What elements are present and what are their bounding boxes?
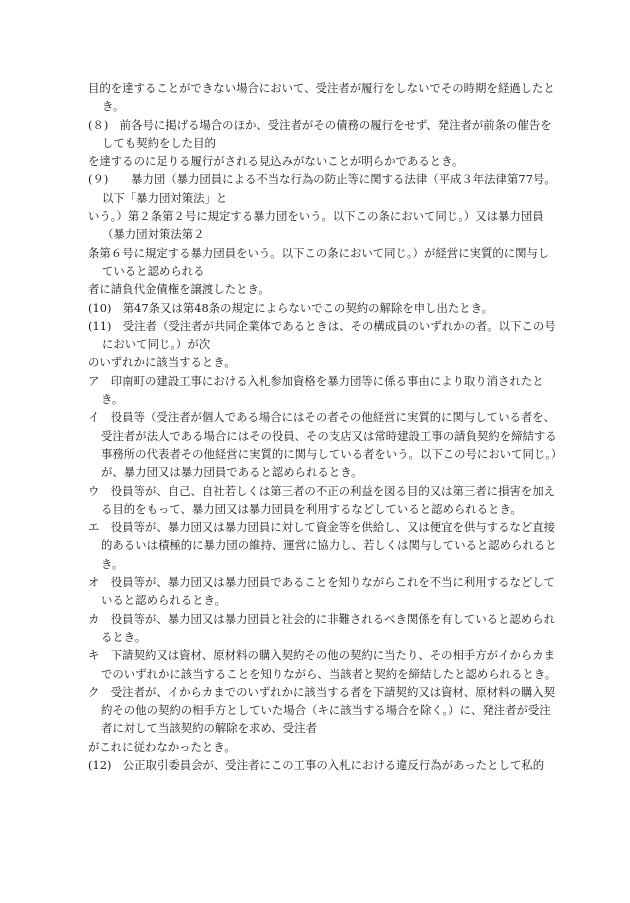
text-line: いう。）第２条第２号に規定する暴力団をいう。以下この条において同じ。）又は暴力団員（暴力団対策法第２	[88, 209, 544, 242]
text-line: イ 役員等（受注者が個人である場合にはその者その他経営に実質的に関与している者を、受注者が法人である場合にはその役員、その支店又は常時建設工事の請負契約を締結する事務所の代表者その他経営に実質的に関与している者をいう。以下この号において同じ。）が、暴力団又は暴力団員であると認められるとき。	[88, 410, 557, 480]
document-body	[88, 79, 558, 774]
text-line: 者に請負代金債権を譲渡したとき。	[88, 282, 270, 297]
text-line: カ 役員等が、暴力団又は暴力団員と社会的に非難されるべき関係を有していると認められるとき。	[88, 611, 556, 644]
text-line: (11) 受注者（受注者が共同企業体であるときは、その構成員のいずれかの者。以下この号において同じ。）が次	[88, 318, 556, 352]
text-line: オ 役員等が、暴力団又は暴力団員であることを知りながらこれを不当に利用するなどしていると認められるとき。	[88, 575, 556, 608]
text-line: 条第６号に規定する暴力団員をいう。以下この条において同じ。）が経営に実質的に関与していると認められる	[88, 245, 550, 278]
text-line: エ 役員等が、暴力団又は暴力団員に対して資金等を供給し、又は便宜を供与するなど直接的あるいは積極的に暴力団の維持、運営に協力し、若しくは関与していると認められるとき。	[88, 520, 557, 571]
text-line: (12) 公正取引委員会が、受注者にこの工事の入札における違反行為があったとして私的	[88, 757, 545, 772]
text-line: のいずれかに該当するとき。	[88, 355, 236, 370]
text-line: (８) 前各号に掲げる場合のほか、受注者がその債務の履行をせず、発注者が前条の催告をしても契約をした目的	[88, 117, 552, 150]
text-line: 目的を達することができない場合において、受注者が履行をしないでその時期を経過したとき。	[88, 81, 555, 114]
text-line: ク 受注者が、イからカまでのいずれかに該当する者を下請契約又は資材、原材料の購入契約その他の契約の相手方としていた場合（キに該当する場合を除く。）に、発注者が受注者に対して当該契約の解除を求め、受注者	[88, 684, 556, 736]
text-line: がこれに従わなかったとき。	[88, 739, 236, 754]
text-line: (９) 暴力団（暴力団員による不当な行為の防止等に関する法律（平成３年法律第77号。以下「暴力団対策法」と	[88, 172, 556, 205]
text-line: キ 下請契約又は資材、原材料の購入契約その他の契約に当たり、その相手方がイからカまでのいずれかに該当することを知りながら、当該者と契約を締結したと認められるとき。	[88, 648, 557, 681]
text-line: ア 印南町の建設工事における入札参加資格を暴力団等に係る事由により取り消されたとき。	[88, 373, 544, 407]
text-line: を達するのに足りる履行がされる見込みがないことが明らかであるとき。	[88, 154, 464, 169]
text-line: ウ 役員等が、自己、自社若しくは第三者の不正の利益を図る目的又は第三者に損害を加える目的をもって、暴力団又は暴力団員を利用するなどしていると認められるとき。	[88, 483, 556, 516]
text-line: (10) 第47条又は第48条の規定によらないでこの契約の解除を申し出たとき。	[88, 300, 494, 315]
